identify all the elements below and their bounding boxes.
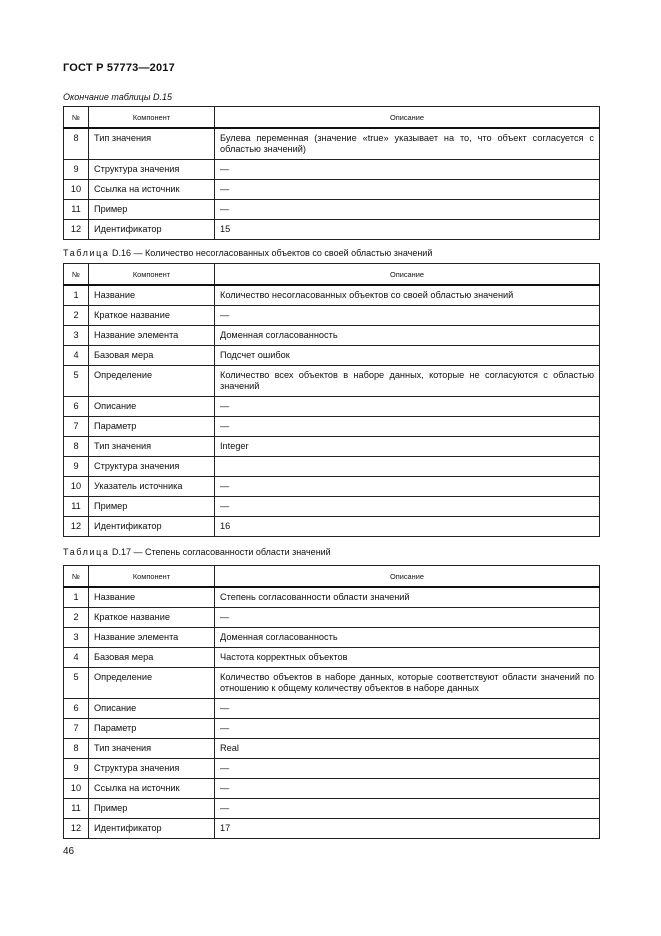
row-component: Название bbox=[89, 587, 215, 608]
column-header-number: № bbox=[64, 264, 89, 286]
row-component: Базовая мера bbox=[89, 346, 215, 366]
table-row bbox=[64, 648, 600, 668]
row-component: Структура значения bbox=[89, 457, 215, 477]
row-component: Название элемента bbox=[89, 326, 215, 346]
row-number: 6 bbox=[64, 397, 89, 417]
row-component: Описание bbox=[89, 397, 215, 417]
row-number: 12 bbox=[64, 517, 89, 537]
row-description: Частота корректных объектов bbox=[215, 648, 600, 668]
row-number: 5 bbox=[64, 366, 89, 397]
row-component: Пример bbox=[89, 799, 215, 819]
table-d16 bbox=[63, 263, 600, 537]
row-component: Параметр bbox=[89, 719, 215, 739]
row-number: 2 bbox=[64, 306, 89, 326]
caption-prefix: Таблица bbox=[63, 547, 110, 557]
row-component: Параметр bbox=[89, 417, 215, 437]
row-number: 9 bbox=[64, 759, 89, 779]
table-row bbox=[64, 346, 600, 366]
table-row bbox=[64, 200, 600, 220]
row-description: Real bbox=[215, 739, 600, 759]
table-row bbox=[64, 819, 600, 839]
row-description: Подсчет ошибок bbox=[215, 346, 600, 366]
row-description: — bbox=[215, 759, 600, 779]
row-number: 4 bbox=[64, 648, 89, 668]
table-row bbox=[64, 739, 600, 759]
row-number: 3 bbox=[64, 326, 89, 346]
row-description: — bbox=[215, 699, 600, 719]
row-description: — bbox=[215, 608, 600, 628]
table-row bbox=[64, 366, 600, 397]
row-number: 10 bbox=[64, 180, 89, 200]
row-number: 3 bbox=[64, 628, 89, 648]
table-row bbox=[64, 608, 600, 628]
row-component: Идентификатор bbox=[89, 517, 215, 537]
row-description: Булева переменная (значение «true» указывает на то, что объект согласуется с областью значений) bbox=[215, 128, 600, 160]
row-number: 2 bbox=[64, 608, 89, 628]
row-component: Определение bbox=[89, 668, 215, 699]
table-row bbox=[64, 180, 600, 200]
column-header-component: Компонент bbox=[89, 107, 215, 129]
table-row bbox=[64, 799, 600, 819]
row-component: Название элемента bbox=[89, 628, 215, 648]
row-description: Количество несогласованных объектов со своей областью значений bbox=[215, 285, 600, 306]
row-component: Пример bbox=[89, 200, 215, 220]
table-row bbox=[64, 719, 600, 739]
row-number: 9 bbox=[64, 160, 89, 180]
row-component: Тип значения bbox=[89, 739, 215, 759]
table-header-row bbox=[64, 566, 600, 588]
row-description bbox=[215, 457, 600, 477]
row-component: Ссылка на источник bbox=[89, 779, 215, 799]
row-number: 7 bbox=[64, 417, 89, 437]
table-d16-caption bbox=[63, 248, 432, 258]
row-number: 12 bbox=[64, 220, 89, 240]
row-number: 10 bbox=[64, 779, 89, 799]
row-component: Название bbox=[89, 285, 215, 306]
table-row bbox=[64, 668, 600, 699]
row-description: — bbox=[215, 779, 600, 799]
row-component: Идентификатор bbox=[89, 819, 215, 839]
table-row bbox=[64, 285, 600, 306]
row-number: 5 bbox=[64, 668, 89, 699]
row-description: Integer bbox=[215, 437, 600, 457]
table-row bbox=[64, 457, 600, 477]
row-component: Краткое название bbox=[89, 608, 215, 628]
row-description: — bbox=[215, 477, 600, 497]
row-description: Доменная согласованность bbox=[215, 628, 600, 648]
column-header-component: Компонент bbox=[89, 264, 215, 286]
row-component: Структура значения bbox=[89, 160, 215, 180]
table-row bbox=[64, 497, 600, 517]
continuation-caption: Окончание таблицы D.15 bbox=[63, 92, 172, 102]
column-header-description: Описание bbox=[215, 566, 600, 588]
table-row bbox=[64, 699, 600, 719]
table-row bbox=[64, 306, 600, 326]
table-row bbox=[64, 587, 600, 608]
column-header-description: Описание bbox=[215, 107, 600, 129]
table-row bbox=[64, 326, 600, 346]
table-row bbox=[64, 220, 600, 240]
row-component: Идентификатор bbox=[89, 220, 215, 240]
row-component: Краткое название bbox=[89, 306, 215, 326]
row-number: 8 bbox=[64, 128, 89, 160]
table-row bbox=[64, 759, 600, 779]
table-d17 bbox=[63, 565, 600, 839]
row-number: 1 bbox=[64, 587, 89, 608]
row-description: Количество всех объектов в наборе данных, которые не согласуются с областью значений bbox=[215, 366, 600, 397]
row-number: 6 bbox=[64, 699, 89, 719]
row-description: — bbox=[215, 417, 600, 437]
table-row bbox=[64, 779, 600, 799]
table-row bbox=[64, 437, 600, 457]
row-description: — bbox=[215, 397, 600, 417]
row-component: Структура значения bbox=[89, 759, 215, 779]
row-description: — bbox=[215, 200, 600, 220]
caption-text: D.17 — Степень согласованности области значений bbox=[112, 547, 331, 557]
table-header-row bbox=[64, 264, 600, 286]
table-d15-end bbox=[63, 106, 600, 240]
row-number: 10 bbox=[64, 477, 89, 497]
table-row bbox=[64, 628, 600, 648]
row-description: — bbox=[215, 497, 600, 517]
table-row bbox=[64, 477, 600, 497]
row-number: 11 bbox=[64, 497, 89, 517]
table-row bbox=[64, 128, 600, 160]
row-description: Степень согласованности области значений bbox=[215, 587, 600, 608]
row-description: 16 bbox=[215, 517, 600, 537]
table-row bbox=[64, 160, 600, 180]
column-header-number: № bbox=[64, 566, 89, 588]
row-component: Тип значения bbox=[89, 128, 215, 160]
table-row bbox=[64, 417, 600, 437]
row-component: Базовая мера bbox=[89, 648, 215, 668]
row-number: 11 bbox=[64, 799, 89, 819]
column-header-number: № bbox=[64, 107, 89, 129]
row-component: Пример bbox=[89, 497, 215, 517]
row-number: 1 bbox=[64, 285, 89, 306]
table-row bbox=[64, 397, 600, 417]
row-number: 4 bbox=[64, 346, 89, 366]
row-number: 9 bbox=[64, 457, 89, 477]
page-number: 46 bbox=[63, 846, 75, 857]
row-description: — bbox=[215, 719, 600, 739]
table-d17-caption bbox=[63, 547, 331, 557]
row-component: Ссылка на источник bbox=[89, 180, 215, 200]
row-component: Определение bbox=[89, 366, 215, 397]
row-description: — bbox=[215, 799, 600, 819]
row-description: — bbox=[215, 306, 600, 326]
document-code: ГОСТ Р 57773—2017 bbox=[63, 62, 175, 74]
row-number: 8 bbox=[64, 437, 89, 457]
row-description: 17 bbox=[215, 819, 600, 839]
row-description: Доменная согласованность bbox=[215, 326, 600, 346]
row-number: 11 bbox=[64, 200, 89, 220]
table-row bbox=[64, 517, 600, 537]
caption-text: D.16 — Количество несогласованных объектов со своей областью значений bbox=[112, 248, 433, 258]
row-description: — bbox=[215, 180, 600, 200]
caption-prefix: Таблица bbox=[63, 248, 110, 258]
row-component: Тип значения bbox=[89, 437, 215, 457]
table-header-row bbox=[64, 107, 600, 129]
row-component: Указатель источника bbox=[89, 477, 215, 497]
row-description: Количество объектов в наборе данных, которые соответствуют области значений по отношению к общему количеству объектов в наборе данных bbox=[215, 668, 600, 699]
row-component: Описание bbox=[89, 699, 215, 719]
row-number: 12 bbox=[64, 819, 89, 839]
row-description: — bbox=[215, 160, 600, 180]
column-header-component: Компонент bbox=[89, 566, 215, 588]
column-header-description: Описание bbox=[215, 264, 600, 286]
row-description: 15 bbox=[215, 220, 600, 240]
row-number: 7 bbox=[64, 719, 89, 739]
row-number: 8 bbox=[64, 739, 89, 759]
